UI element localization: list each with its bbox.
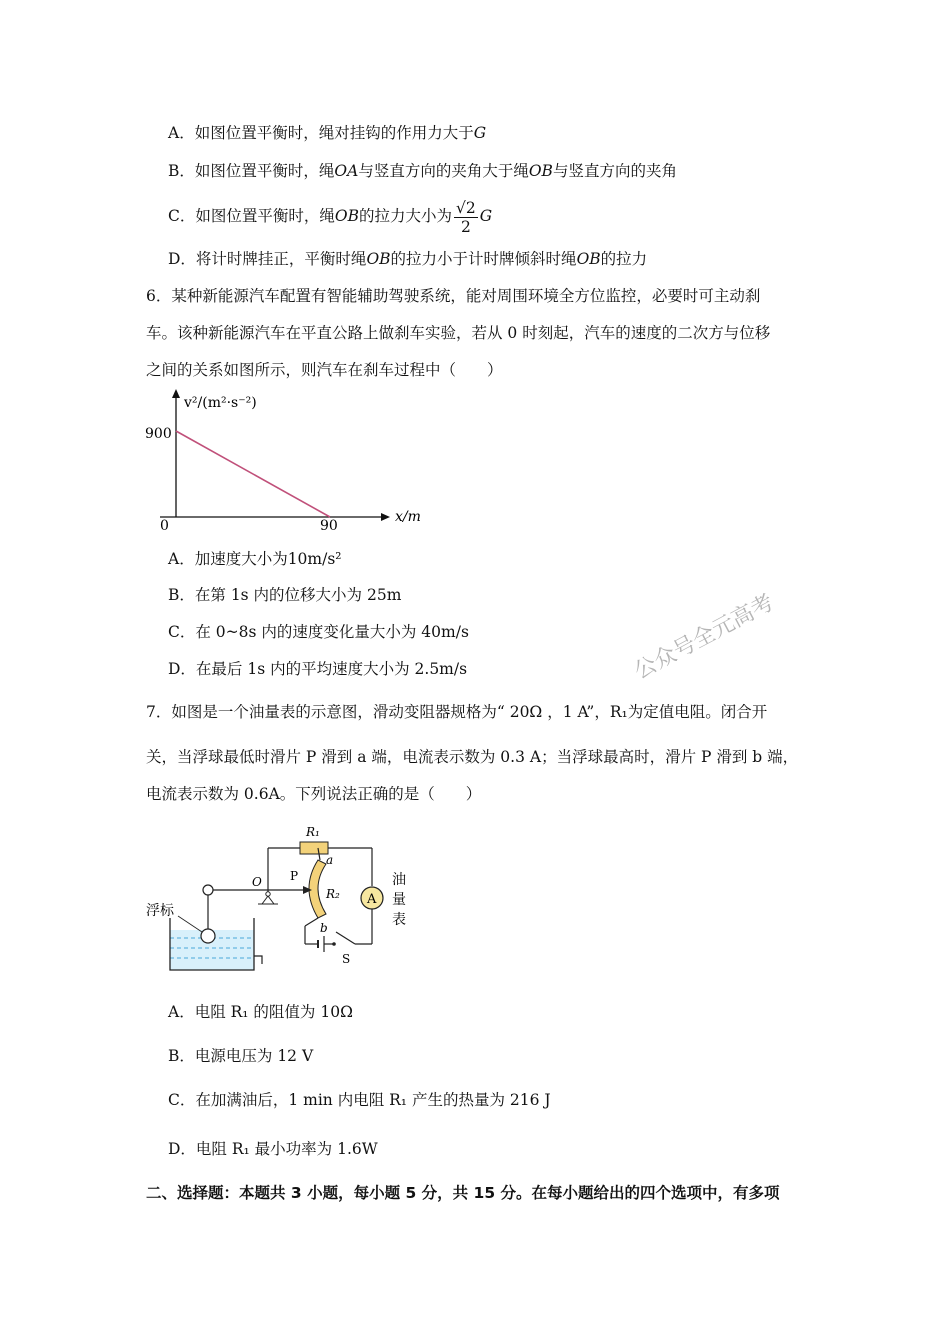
q6-stem-line1: 6．某种新能源汽车配置有智能辅助驾驶系统，能对周围环境全方位监控，必要时可主动刹 (146, 287, 761, 305)
q6-stem-line3: 之间的关系如图所示，则汽车在刹车过程中（ ） (146, 361, 503, 379)
q7-option-b: B．电源电压为 12 V (168, 1047, 314, 1065)
q7-stem-line3: 电流表示数为 0.6A。下列说法正确的是（ ） (146, 785, 482, 803)
q6-option-a: A．加速度大小为10m/s² (168, 550, 342, 568)
r2-label: R₂ (326, 887, 340, 901)
q5-option-a: A．如图位置平衡时，绳对挂钩的作用力大于G (168, 124, 487, 142)
q6-stem-line2: 车。该种新能源汽车在平直公路上做刹车实验，若从 0 时刻起，汽车的速度的二次方与位移 (146, 324, 771, 342)
q7-option-c: C．在加满油后，1 min 内电阻 R₁ 产生的热量为 216 J (168, 1091, 551, 1109)
oil-gauge-circuit (140, 818, 430, 983)
section2-header: 二、选择题：本题共 3 小题，每小题 5 分，共 15 分。在每小题给出的四个选项中，有多项 (146, 1184, 780, 1202)
drain-tap (254, 956, 262, 964)
fraction: $\frac{√2}{2}$ (456, 198, 476, 236)
q6-option-c: C．在 0~8s 内的速度变化量大小为 40m/s (168, 623, 469, 641)
resistor-r1 (300, 842, 328, 854)
float-label: 浮标 (146, 903, 174, 919)
pivot-support (262, 896, 268, 904)
series-line (176, 431, 330, 517)
q7-stem-line2: 关，当浮球最低时滑片 P 滑到 a 端，电流表示数为 0.3 A；当浮球最高时，滑片 P 滑到 b 端， (146, 748, 799, 766)
y-axis-arrow (172, 389, 180, 398)
rheostat-r2 (309, 860, 326, 918)
y-axis-label: v²/(m²·s⁻²) (184, 395, 257, 411)
switch-lever (336, 932, 355, 944)
origin-label: 0 (160, 518, 169, 534)
q7-option-a: A．电阻 R₁ 的阻值为 10Ω (168, 1003, 353, 1021)
q5-option-b: B．如图位置平衡时，绳OA与竖直方向的夹角大于绳OB与竖直方向的夹角 (168, 162, 677, 180)
a-label: a (326, 853, 334, 867)
float-ball (201, 929, 215, 943)
switch-label: S (342, 952, 351, 966)
o-label: O (252, 875, 262, 889)
q7-option-d: D．电阻 R₁ 最小功率为 1.6W (168, 1140, 378, 1158)
meter-label-2: 量 (392, 892, 406, 908)
x-tick-label: 90 (320, 518, 338, 534)
q5-option-d: D．将计时牌挂正，平衡时绳OB的拉力小于计时牌倾斜时绳OB的拉力 (168, 250, 648, 268)
wire (305, 918, 318, 926)
p-label: P (290, 869, 299, 883)
v2-x-chart (140, 385, 421, 535)
x-axis-arrow (381, 513, 390, 521)
r1-label: R₁ (306, 825, 320, 839)
pivot-o (266, 892, 270, 896)
watermark: 公众号全元高考 (630, 590, 779, 685)
meter-label-1: 油 (392, 872, 406, 888)
x-axis-label: x/m (395, 509, 421, 525)
q7-stem-line1: 7．如图是一个油量表的示意图，滑动变阻器规格为“ 20Ω ，1 A”，R₁为定值电阻。闭合开 (146, 703, 768, 721)
q6-option-b: B．在第 1s 内的位移大小为 25m (168, 586, 402, 604)
ammeter-label: A (367, 892, 377, 907)
float-label-pointer (178, 916, 202, 932)
q6-option-d: D．在最后 1s 内的平均速度大小为 2.5m/s (168, 660, 468, 678)
b-label: b (320, 921, 328, 935)
lever-end (203, 885, 213, 895)
meter-label-3: 表 (392, 912, 406, 928)
y-tick-label: 900 (145, 426, 172, 442)
q5-option-c: C．如图位置平衡时，绳OB的拉力大小为 $\frac{√2}{2}$ G (168, 198, 493, 236)
pivot-support (268, 896, 274, 904)
